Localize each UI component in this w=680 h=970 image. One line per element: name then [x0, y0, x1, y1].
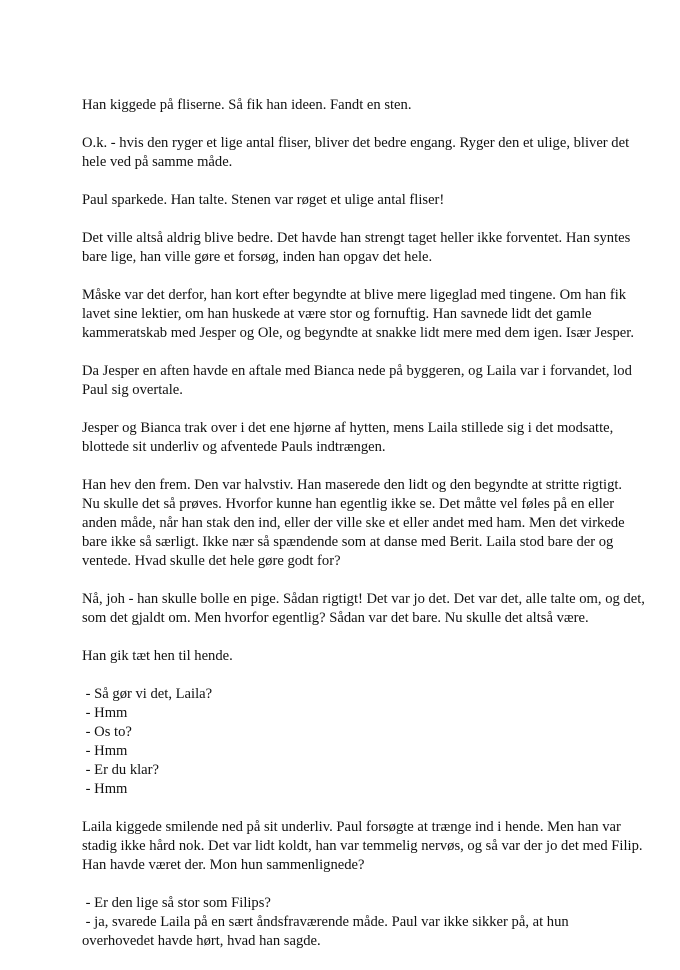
text-line: stadig ikke hård nok. Det var lidt koldt, han var temmelig nervøs, og så var der jo det med Filip.: [82, 838, 643, 854]
paragraph-5: [82, 286, 634, 343]
text-line: bare ikke så særligt. Ikke nær så spændende som at danse med Berit. Laila stod bare der og: [82, 534, 614, 550]
text-line: blottede sit underliv og afventede Pauls indtrængen.: [82, 439, 386, 455]
paragraph-9: [82, 590, 645, 628]
dialogue-block-2: [82, 894, 627, 951]
paragraph-11: [82, 818, 643, 875]
dialogue-block-1: [82, 685, 627, 799]
dialogue-line: - ja, svarede Laila på en sært åndsfraværende måde. Paul var ikke sikker på, at hun: [82, 914, 569, 930]
paragraph-3: [82, 191, 627, 210]
document-page: [82, 96, 645, 970]
dialogue-line: overhovedet havde hørt, hvad han sagde.: [82, 933, 321, 949]
paragraph-4: [82, 229, 631, 267]
text-line: Nå, joh - han skulle bolle en pige. Sådan rigtigt! Det var jo det. Det var det, alle talte om, og det,: [82, 591, 645, 607]
dialogue-line: - Hmm: [82, 743, 128, 759]
paragraph-7: [82, 419, 627, 457]
text-line: lavet sine lektier, om han huskede at være stor og fornuftig. Han savnede lidt det gamle: [82, 306, 592, 322]
dialogue-line: - Os to?: [82, 724, 132, 740]
paragraph-1: [82, 96, 627, 115]
text-line: som det gjaldt om. Men hvorfor egentlig? Sådan var det bare. Nu skulle det altså være.: [82, 610, 589, 626]
text-line: Paul sig overtale.: [82, 382, 183, 398]
dialogue-line: - Så gør vi det, Laila?: [82, 686, 213, 702]
text-line: Måske var det derfor, han kort efter begyndte at blive mere ligeglad med tingene. Om han fik: [82, 287, 627, 303]
paragraph-2: [82, 134, 630, 172]
text-line: hele ved på samme måde.: [82, 154, 233, 170]
text-line: Nu skulle det så prøves. Hvorfor kunne han egentlig ikke se. Det måtte vel føles på en eller: [82, 496, 615, 512]
text-line: Jesper og Bianca trak over i det ene hjørne af hytten, mens Laila stillede sig i det modsatte,: [82, 420, 614, 436]
dialogue-line: - Er du klar?: [82, 762, 159, 778]
text-line: anden måde, når han stak den ind, eller der ville ske et eller andet med ham. Men det virkede: [82, 515, 625, 531]
dialogue-line: - Er den lige så stor som Filips?: [82, 895, 271, 911]
text-line: Han havde været der. Mon hun sammenlignede?: [82, 857, 365, 873]
text-line: Laila kiggede smilende ned på sit underliv. Paul forsøgte at trænge ind i hende. Men han var: [82, 819, 621, 835]
dialogue-line: - Hmm: [82, 781, 128, 797]
text-line: Det ville altså aldrig blive bedre. Det havde han strengt taget heller ikke forventet. Han syntes: [82, 230, 631, 246]
text-line: bare lige, han ville gøre et forsøg, inden han opgav det hele.: [82, 249, 433, 265]
paragraph-8: [82, 476, 627, 571]
text-line: Paul sparkede. Han talte. Stenen var røget et ulige antal fliser!: [82, 192, 445, 208]
text-line: ventede. Hvad skulle det hele gøre godt for?: [82, 553, 341, 569]
text-line: O.k. - hvis den ryger et lige antal fliser, bliver det bedre engang. Ryger den et ulige, bliver det: [82, 135, 630, 151]
text-line: Da Jesper en aften havde en aftale med Bianca nede på byggeren, og Laila var i forvandet, lod: [82, 363, 632, 379]
text-line: Han gik tæt hen til hende.: [82, 648, 233, 664]
paragraph-10: [82, 647, 627, 666]
paragraph-6: [82, 362, 632, 400]
text-line: Han kiggede på fliserne. Så fik han ideen. Fandt en sten.: [82, 97, 412, 113]
text-line: Han hev den frem. Den var halvstiv. Han maserede den lidt og den begyndte at stritte rigtigt.: [82, 477, 623, 493]
text-line: kammeratskab med Jesper og Ole, og begyndte at snakke lidt mere med dem igen. Især Jesper.: [82, 325, 634, 341]
dialogue-line: - Hmm: [82, 705, 128, 721]
